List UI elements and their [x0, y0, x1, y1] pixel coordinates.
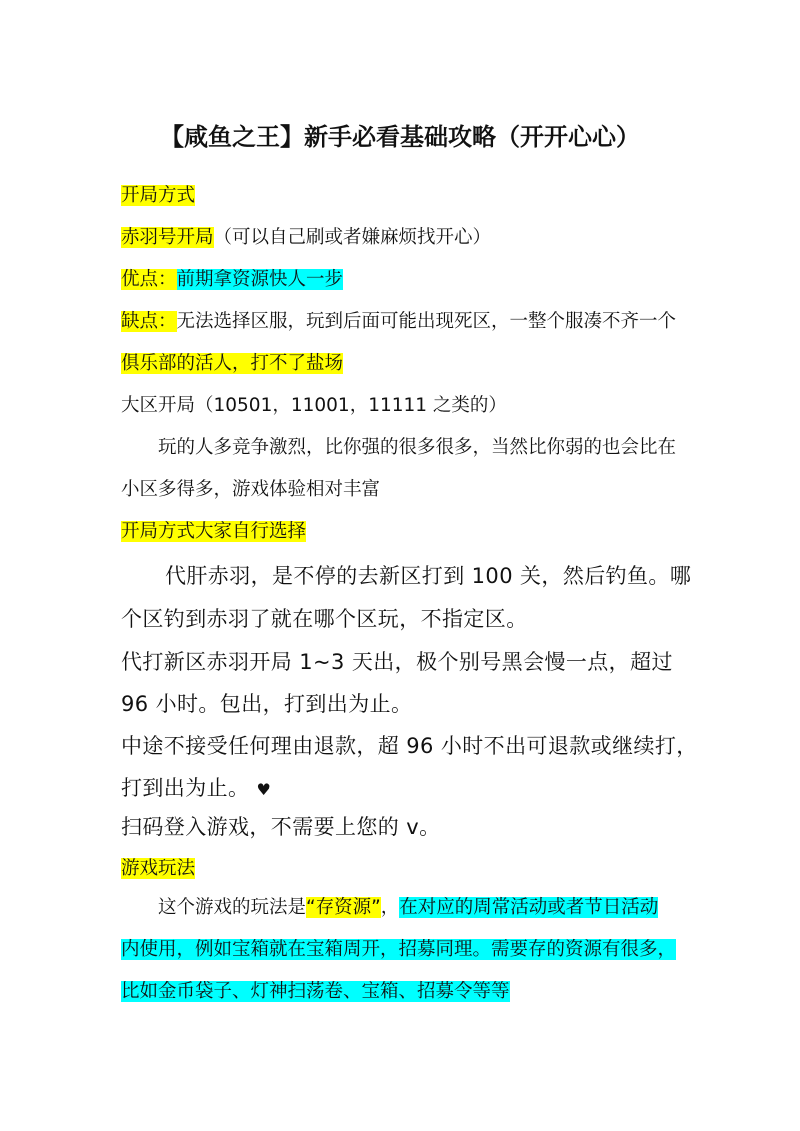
- paragraph-line: 中途不接受任何理由退款，超 96 小时不出可退款或继续打，: [121, 734, 698, 758]
- text: （可以自己刷或者嫌麻烦找开心）: [213, 227, 492, 248]
- cons-label: 缺点：: [121, 311, 177, 332]
- text: 打到出为止。: [121, 776, 250, 800]
- paragraph-line: [121, 261, 343, 299]
- pros-text: 前期拿资源快人一步: [176, 269, 344, 290]
- paragraph-line: [121, 973, 510, 1011]
- highlighted-text: 赤羽号开局: [121, 227, 214, 248]
- pros-label: 优点：: [121, 269, 177, 290]
- text: ，: [380, 897, 400, 918]
- heading-text: 游戏玩法: [121, 858, 196, 879]
- heart-icon: ♥: [256, 780, 272, 799]
- paragraph-line: [121, 345, 343, 383]
- section-heading-start-method: [121, 177, 195, 215]
- paragraph-line: 大区开局（10501，11001，11111 之类的）: [121, 395, 507, 416]
- cons-text: 无法选择区服，玩到后面可能出现死区，一整个服凑不齐一个: [176, 311, 677, 332]
- highlighted-text: 内使用，例如宝箱就在宝箱周开，招募同理。需要存的资源有很多，: [121, 939, 677, 960]
- highlighted-text: “存资源”: [306, 897, 381, 918]
- paragraph-line: 个区钓到赤羽了就在哪个区玩，不指定区。: [121, 607, 528, 631]
- paragraph-line: [121, 219, 491, 257]
- heading-text: 开局方式大家自行选择: [121, 521, 307, 542]
- section-heading-gameplay: [121, 850, 195, 888]
- section-heading: [121, 513, 306, 551]
- heading-text: 开局方式: [121, 185, 196, 206]
- highlighted-text: 在对应的周常活动或者节日活动: [399, 897, 659, 918]
- paragraph-line: [158, 889, 658, 927]
- paragraph-line: 玩的人多竞争激烈，比你强的很多很多，当然比你弱的也会比在: [158, 437, 677, 458]
- paragraph-line: [121, 931, 676, 969]
- paragraph-line: 代打新区赤羽开局 1~3 天出，极个别号黑会慢一点，超过: [121, 650, 673, 674]
- paragraph-line: 扫码登入游戏，不需要上您的 v。: [121, 815, 441, 839]
- document-title: 【咸鱼之王】新手必看基础攻略（开开心心）: [160, 123, 640, 151]
- highlighted-text: 比如金币袋子、灯神扫荡卷、宝箱、招募令等等: [121, 981, 510, 1002]
- text: 这个游戏的玩法是: [158, 897, 307, 918]
- paragraph-line: [121, 303, 676, 341]
- paragraph-line: 小区多得多，游戏体验相对丰富: [121, 479, 381, 500]
- paragraph-line: 代肝赤羽，是不停的去新区打到 100 关，然后钓鱼。哪: [165, 564, 692, 588]
- paragraph-line: [121, 769, 271, 807]
- highlighted-text: 俱乐部的活人，打不了盐场: [121, 353, 344, 374]
- paragraph-line: 96 小时。包出，打到出为止。: [121, 692, 413, 716]
